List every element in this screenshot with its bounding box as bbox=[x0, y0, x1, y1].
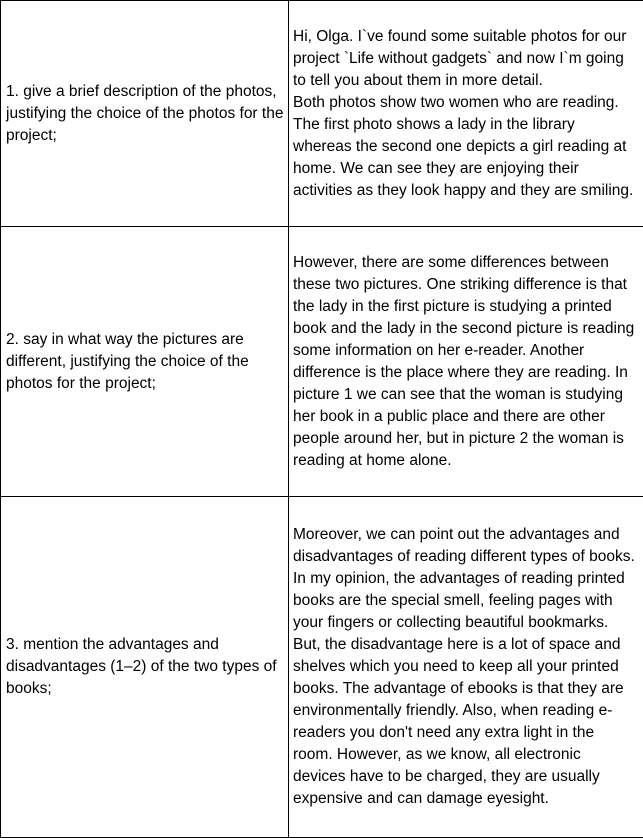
table-row bbox=[1, 497, 643, 838]
table-row bbox=[1, 227, 643, 497]
answer-paragraph: Hi, Olga. I`ve found some suitable photos for our project `Life without gadgets` and now I`m going to tell you about them in more detail. bbox=[293, 26, 637, 92]
task-text: 2. say in what way the pictures are different, justifying the choice of the photos for the project; bbox=[6, 329, 284, 395]
task-text: 3. mention the advantages and disadvantages (1–2) of the two types of books; bbox=[6, 634, 284, 700]
task-cell bbox=[1, 227, 289, 497]
task-cell bbox=[1, 1, 289, 227]
answer-cell bbox=[289, 1, 643, 227]
answer-paragraph: Both photos show two women who are reading. The first photo shows a lady in the library whereas the second one depicts a girl reading at home. We can see they are enjoying their activities as they look happy and they are smiling. bbox=[293, 92, 637, 202]
answer-cell bbox=[289, 227, 643, 497]
task-cell bbox=[1, 497, 289, 838]
table-row bbox=[1, 1, 643, 227]
answer-paragraph: Moreover, we can point out the advantages and disadvantages of reading different types of books. In my opinion, the advantages of reading printed books are the special smell, feeling pages with your fingers or collecting beautiful bookmarks. But, the disadvantage here is a lot of space and shelves which you need to keep all your printed books. The advantage of ebooks is that they are environmentally friendly. Also, when reading e-readers you don't need any extra light in the room. However, as we know, all electronic devices have to be charged, they are usually expensive and can damage eyesight. bbox=[293, 524, 637, 810]
task-text: 1. give a brief description of the photos, justifying the choice of the photos for the project; bbox=[6, 81, 284, 147]
answer-paragraph: However, there are some differences between these two pictures. One striking difference is that the lady in the first picture is studying a printed book and the lady in the second picture is reading some information on her e-reader. Another difference is the place where they are reading. In picture 1 we can see that the woman is studying her book in a public place and there are other people around her, but in picture 2 the woman is reading at home alone. bbox=[293, 252, 637, 472]
answer-cell bbox=[289, 497, 643, 838]
